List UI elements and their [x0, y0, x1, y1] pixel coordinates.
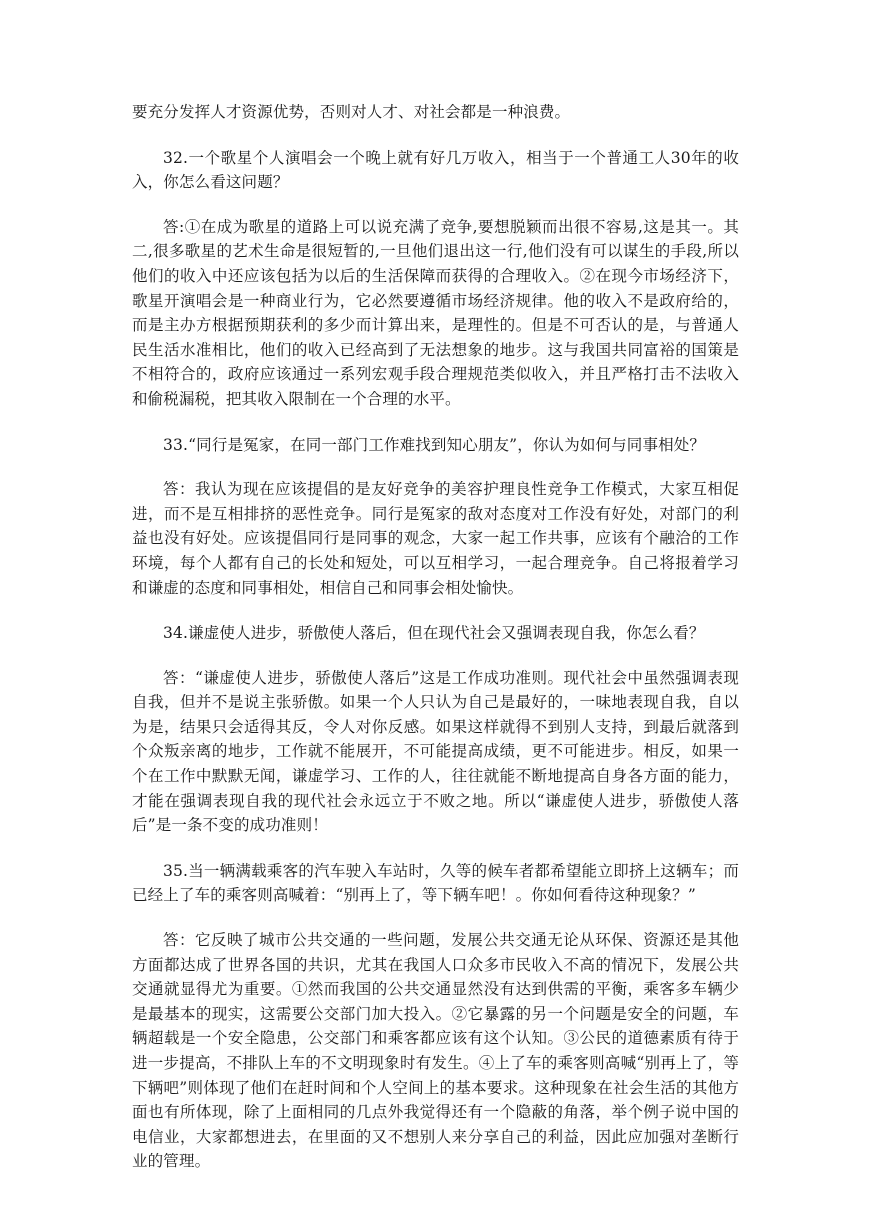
question-35: 35.当一辆满载乘客的汽车驶入车站时，久等的候车者都希望能立即挤上这辆车；而已经上了车的乘客则高喊着：“别再上了，等下辆车吧！。你如何看待这种现象？”	[132, 861, 739, 905]
answer-33: 答：我认为现在应该提倡的是友好竞争的美容护理良性竞争工作模式，大家互相促进，而不是互相排挤的恶性竞争。同行是冤家的敌对态度对工作没有好处，对部门的利益也没有好处。应该提倡同行是同事的观念，大家一起工作共事，应该有个融洽的工作环境，每个人都有自己的长处和短处，可以互相学习，一起合理竞争。自己将报着学习和谦虚的态度和同事相处，相信自己和同事会相处愉快。	[132, 480, 739, 597]
continuation-paragraph: 要充分发挥人才资源优势，否则对人才、对社会都是一种浪费。	[132, 103, 571, 121]
answer-35: 答：它反映了城市公共交通的一些问题，发展公共交通无论从环保、资源还是其他方面都达成了世界各国的共识，尤其在我国人口众多市民收入不高的情况下，发展公共交通就显得尤为重要。①然而我国的公共交通显然没有达到供需的平衡，乘客多车辆少是最基本的现实，这需要公交部门加大投入。②它暴露的另一个问题是安全的问题，车辆超载是一个安全隐患，公交部门和乘客都应该有这个认知。③公民的道德素质有待于进一步提高，不排队上车的不文明现象时有发生。④上了车的乘客则高喊“别再上了，等下辆吧”则体现了他们在赶时间和个人空间上的基本要求。这种现象在社会生活的其他方面也有所体现，除了上面相同的几点外我觉得还有一个隐蔽的角落，举个例子说中国的电信业，大家都想进去，在里面的又不想别人来分享自己的利益，因此应加强对垄断行业的管理。	[132, 931, 739, 1171]
question-33: 33.“同行是冤家，在同一部门工作难找到知心朋友”，你认为如何与同事相处？	[163, 435, 706, 454]
answer-34: 答：“谦虚使人进步，骄傲使人落后”这是工作成功准则。现代社会中虽然强调表现自我，但并不是说主张骄傲。如果一个人只认为自己是最好的，一味地表现自我，自以为是，结果只会适得其反，令人对你反感。如果这样就得不到别人支持，到最后就落到个众叛亲离的地步，工作就不能展开，不可能提高成绩，更不可能进步。相反，如果一个在工作中默默无闻，谦虚学习、工作的人，往往就能不断地提高自身各方面的能力，才能在强调表现自我的现代社会永远立于不败之地。所以“谦虚使人进步，骄傲使人落后”是一条不变的成功准则！	[132, 668, 739, 835]
answer-32: 答:①在成为歌星的道路上可以说充满了竞争,要想脱颖而出很不容易,这是其一。其二,很多歌星的艺术生命是很短暂的,一旦他们退出这一行,他们没有可以谋生的手段,所以他们的收入中还应该包括为以后的生活保障而获得的合理收入。②在现今市场经济下，歌星开演唱会是一种商业行为，它必然要遵循市场经济规律。他的收入不是政府给的，而是主办方根据预期获利的多少而计算出来，是理性的。但是不可否认的是，与普通人民生活水准相比，他们的收入已经高到了无法想象的地步。这与我国共同富裕的国策是不相符合的，政府应该通过一系列宏观手段合理规范类似收入，并且严格打击不法收入和偷税漏税，把其收入限制在一个合理的水平。	[132, 217, 739, 408]
question-34: 34.谦虚使人进步，骄傲使人落后，但在现代社会又强调表现自我，你怎么看？	[163, 624, 705, 643]
question-32: 32.一个歌星个人演唱会一个晚上就有好几万收入，相当于一个普通工人30年的收入，你怎么看这问题？	[132, 148, 739, 192]
